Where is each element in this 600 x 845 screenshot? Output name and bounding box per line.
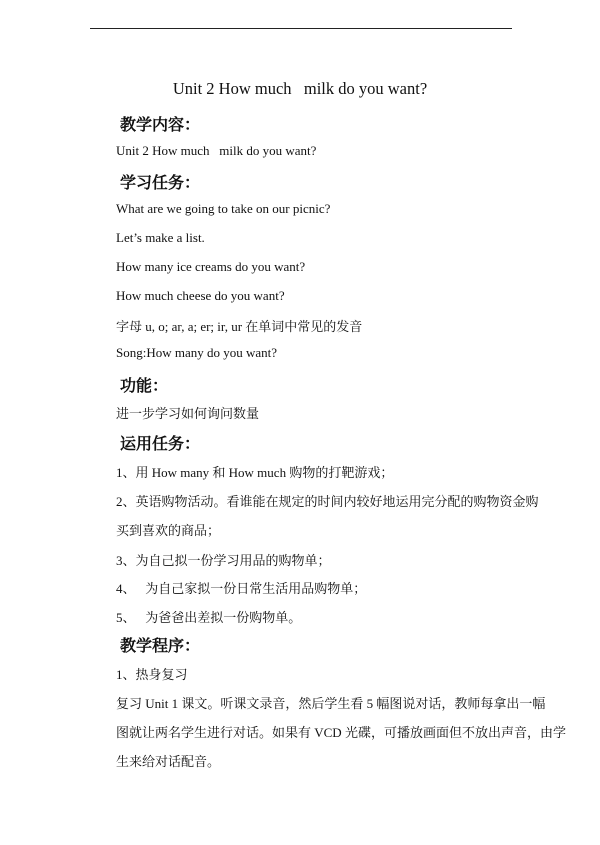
- application-line: 1、用 How many 和 How much 购物的打靶游戏；: [116, 465, 394, 480]
- application-line: 5、 为爸爸出差拟一份购物单。: [116, 610, 302, 625]
- header-rule: [90, 28, 512, 29]
- application-line: 3、为自己拟一份学习用品的购物单；: [116, 553, 331, 568]
- task-line: 字母 u, o; ar, a; er; ir, ur 在单词中常见的发音: [116, 319, 363, 334]
- task-line: Song:How many do you want?: [116, 345, 278, 360]
- procedure-line: 图就让两名学生进行对话。如果有 VCD 光碟，可播放画面但不放出声音，由学: [116, 725, 566, 740]
- procedure-line: 复习 Unit 1 课文。听课文录音，然后学生看 5 幅图说对话，教师每拿出一幅: [116, 696, 546, 711]
- heading-content: 教学内容：: [120, 115, 201, 134]
- application-line: 买到喜欢的商品；: [116, 523, 221, 538]
- procedure-line: 1、热身复习: [116, 667, 188, 682]
- heading-procedure: 教学程序：: [120, 636, 201, 655]
- application-line: 4、 为自己家拟一份日常生活用品购物单；: [116, 581, 367, 596]
- task-line: Let’s make a list.: [116, 230, 205, 245]
- task-line: How many ice creams do you want?: [116, 259, 306, 274]
- function-line: 进一步学习如何询问数量: [116, 406, 260, 421]
- page-title: Unit 2 How much milk do you want?: [172, 79, 428, 98]
- heading-function: 功能：: [120, 376, 169, 395]
- task-line: What are we going to take on our picnic?: [116, 201, 331, 216]
- application-line: 2、英语购物活动。看谁能在规定的时间内较好地运用完分配的购物资金购: [116, 494, 539, 509]
- heading-tasks: 学习任务：: [120, 173, 201, 192]
- content-line: Unit 2 How much milk do you want?: [116, 143, 317, 158]
- heading-application: 运用任务：: [120, 434, 201, 453]
- task-line: How much cheese do you want?: [116, 288, 285, 303]
- procedure-line: 生来给对话配音。: [116, 754, 221, 769]
